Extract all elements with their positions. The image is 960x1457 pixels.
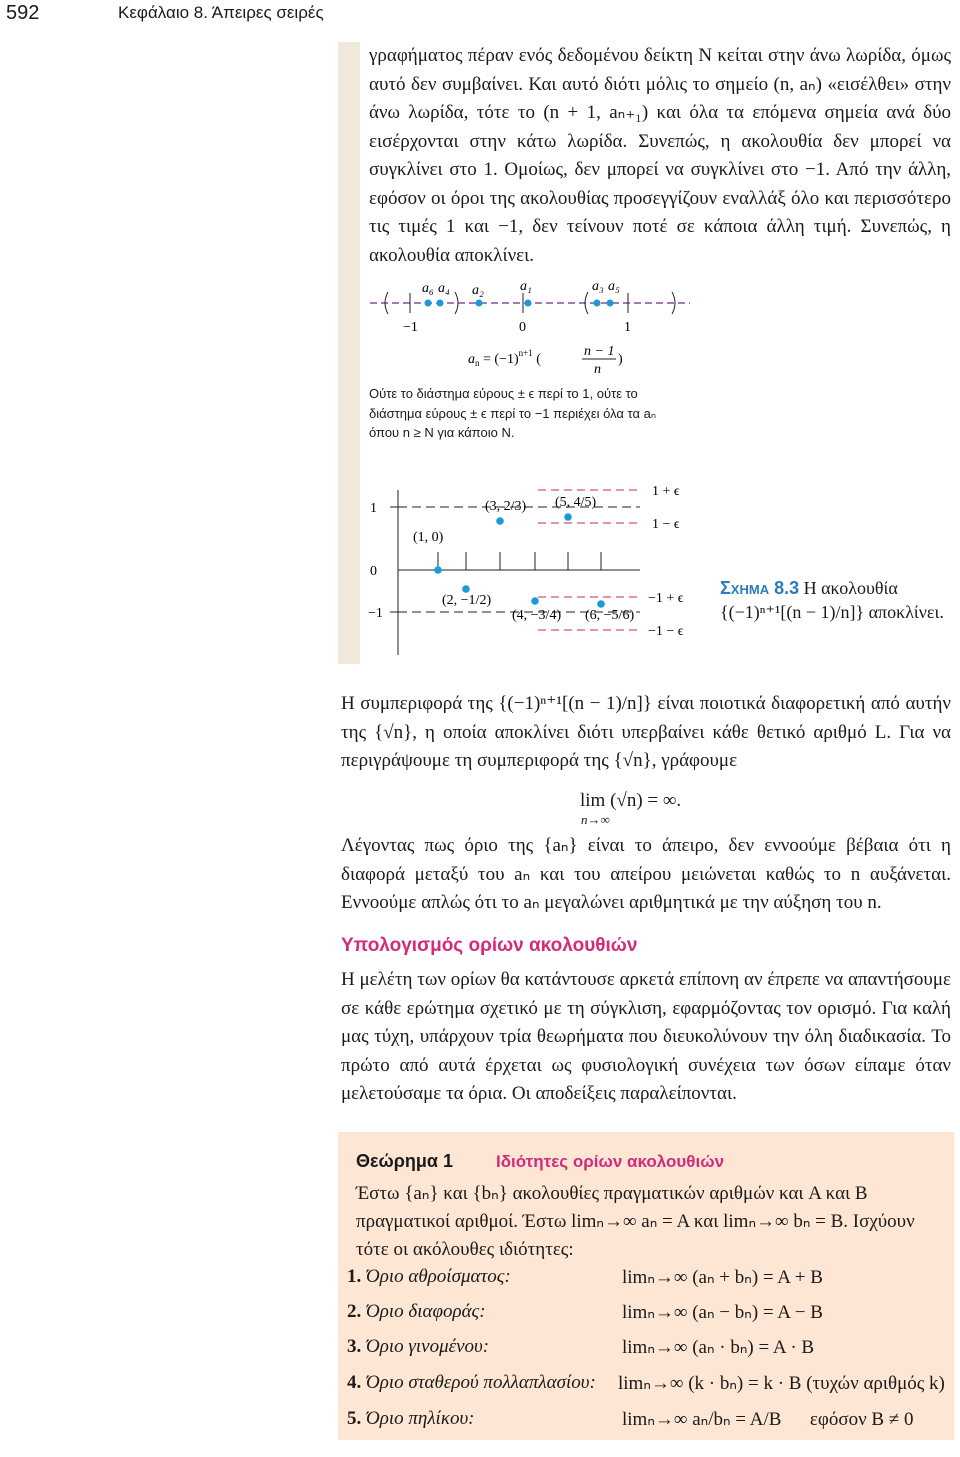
paragraph-4: Η μελέτη των ορίων θα κατάντουσε αρκετά επίπονη αν έπρεπε να απαντήσουμε σε κάθε ερώτημα σχετικό με τη σύγκλιση, εφαρμόζοντας τον ορισμό. Για καλή μας τύχη, υπάρχουν τρία θεωρήματα που διευκολύνουν την όλη διαδικασία. Το πρώτο από αυτά έρχεται ως φυσιολογική συνέχεια των όσων είπαμε όταν μελετούσαμε τα όρια. Οι αποδείξεις παραλείπονται. (341, 969, 951, 1104)
formula-close: ) (618, 352, 623, 367)
point-label-3: (3, 2/3) (485, 499, 527, 514)
band-label-3: −1 + ϵ (648, 591, 684, 606)
band-label-2: 1 − ϵ (652, 517, 680, 532)
label-a2: a₂ (472, 283, 484, 298)
figure2-caption (720, 576, 950, 624)
property-2: 2. Όριο διαφοράς: (347, 1301, 486, 1322)
paragraph-3: Λέγοντας πως όριο της {aₙ} είναι το άπειρο, δεν εννοούμε βέβαια ότι η διαφορά μεταξύ του aₙ και του απείρου μειώνεται καθώς το n αυξάνεται. Εννοούμε απλώς ότι το aₙ μεγαλώνει αριθμητικά με την αύξηση του n. (341, 835, 951, 913)
property-4: 4. Όριο σταθερού πολλαπλασίου: (347, 1372, 596, 1393)
figure2-caption-text: Η ακολουθία {(−1)ⁿ⁺¹[(n − 1)/n]} αποκλίνει. (720, 578, 944, 622)
point-1-0 (434, 566, 442, 574)
limit-formula: lim (√n) = ∞. (580, 790, 682, 811)
chapter-title: Κεφάλαιο 8. Άπειρες σειρές (118, 3, 324, 22)
page-number: 592 (6, 2, 40, 24)
property-3: 3. Όριο γινομένου: (347, 1336, 490, 1357)
intro-paragraph: γραφήματος πέραν ενός δεδομένου δείκτη N κείται στην άνω λωρίδα, όμως αυτό δεν συμβαίνει. Και αυτό διότι μόλις το σημείο (n, aₙ) «εισέλθει» στην άνω λωρίδα, τότε το (n + 1, aₙ₊₁) και όλα τα επόμενα σημεία ανά δύο εισέρχονται στην κάτω λωρίδα. Συνεπώς, η ακολουθία δεν μπορεί να συγκλίνει στο 1. Ομοίως, δεν μπορεί να συγκλίνει στο −1. Από την άλλη, εφόσον οι όροι της ακολουθίας προσεγγίζουν εναλλάξ όλο και περισσότερο τις τιμές 1 και −1, δεν τείνουν ποτέ σε κάποια άλλη τιμή. Συνεπώς, η ακολουθία αποκλίνει. (369, 45, 951, 266)
limit-subscript: n→∞ (581, 812, 610, 827)
band-label-4: −1 − ϵ (648, 624, 684, 639)
property-5: 5. Όριο πηλίκου: (347, 1408, 475, 1429)
y-label-minus1: −1 (368, 606, 383, 621)
property-5-formula: limₙ→∞ aₙ/bₙ = A/B εφόσον B ≠ 0 (622, 1409, 914, 1430)
label-a6: a₆ (422, 281, 434, 296)
point-label-2: (2, −1/2) (442, 593, 492, 608)
point-label-1: (1, 0) (413, 530, 444, 545)
label-a1: a₁ (520, 279, 532, 294)
point-3 (496, 517, 504, 525)
point-label-5: (5, 4/5) (555, 495, 597, 510)
theorem-body: Έστω {aₙ} και {bₙ} ακολουθίες πραγματικών αριθμών και A και B πραγματικοί αριθμοί. Έστω limₙ→∞ aₙ = A και limₙ→∞ bₙ = B. Ισχύουν τότε οι ακόλουθες ιδιότητες: (356, 1183, 915, 1260)
tick-label-zero: 0 (519, 320, 526, 335)
formula-an: $a_n = (-1)^{n+1}$ ( (468, 348, 541, 368)
point-label-4: (4, −3/4) (512, 608, 562, 623)
point-label-6: (6, −5/6) (585, 608, 635, 623)
formula-num: n − 1 (584, 344, 615, 359)
property-2-formula: limₙ→∞ (aₙ − bₙ) = A − B (622, 1302, 823, 1323)
property-1-formula: limₙ→∞ (aₙ + bₙ) = A + B (622, 1267, 823, 1288)
label-a3: a₃ (592, 279, 604, 294)
label-a5: a₅ (608, 279, 620, 294)
band-label-1: 1 + ϵ (652, 484, 680, 499)
point-4 (531, 597, 539, 605)
figure2-caption-label: Σχημα 8.3 (720, 578, 800, 598)
y-label-0: 0 (370, 564, 377, 579)
theorem-tag: Θεώρημα 1 (356, 1151, 453, 1171)
figure1-caption: Ούτε το διάστημα εύρους ± ϵ περί το 1, ούτε το διάστημα εύρους ± ϵ περί το −1 περιέχει όλα τα aₙ όπου n ≥ N για κάποιο N. (369, 386, 657, 440)
tick-label-one: 1 (624, 320, 631, 335)
property-1: 1. Όριο αθροίσματος: (347, 1266, 511, 1287)
formula-den: n (594, 362, 601, 377)
point-6 (597, 600, 605, 608)
section-title: Υπολογισμός ορίων ακολουθιών (341, 935, 638, 956)
property-3-formula: limₙ→∞ (aₙ · bₙ) = A · B (622, 1337, 815, 1358)
y-label-1: 1 (370, 501, 377, 516)
label-a4: a₄ (438, 281, 450, 296)
property-4-formula: limₙ→∞ (k · bₙ) = k · B (τυχών αριθμός k) (618, 1373, 945, 1394)
paragraph-2: Η συμπεριφορά της {(−1)ⁿ⁺¹[(n − 1)/n]} είναι ποιοτικά διαφορετική από αυτήν της {√n}, η οποία αποκλίνει διότι υπερβαίνει κάθε θετικό αριθμό L. Για να περιγράψουμε τη συμπεριφορά της {√n}, γράφουμε (341, 693, 951, 771)
tick-label-minus-one: −1 (403, 320, 418, 335)
point-2 (462, 585, 470, 593)
theorem-title: Ιδιότητες ορίων ακολουθιών (496, 1152, 725, 1171)
point-5 (564, 513, 572, 521)
